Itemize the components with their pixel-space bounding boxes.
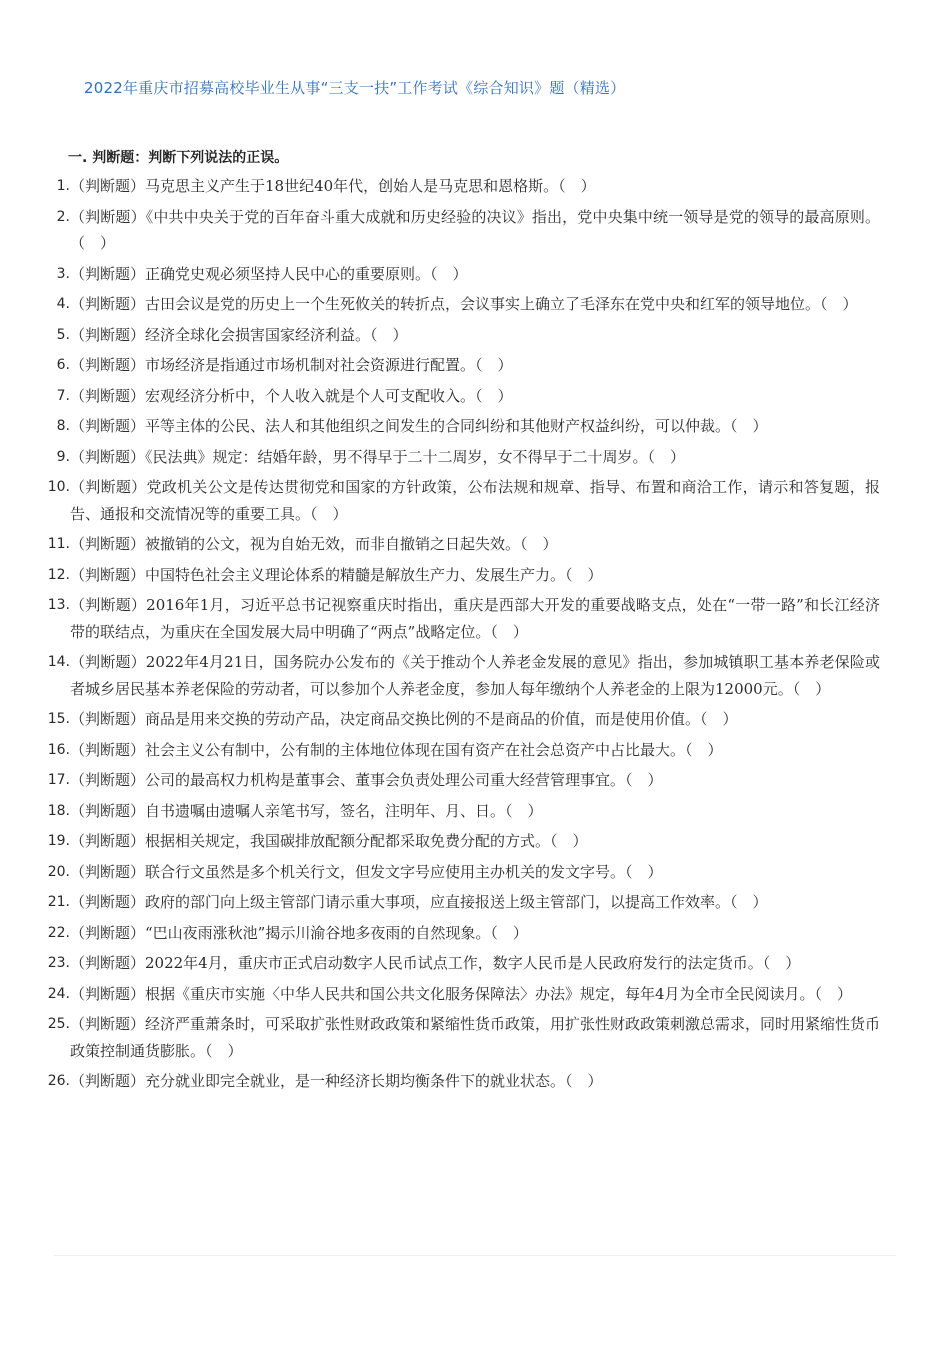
question-text: （判断题）2022年4月，重庆市正式启动数字人民币试点工作，数字人民币是人民政府发行的法定货币。（ ） [70,954,801,972]
question-text: （判断题）2022年4月21日，国务院办公发布的《关于推动个人养老金发展的意见》指出，参加城镇职工基本养老保险或者城乡居民基本养老保险的劳动者，可以参加个人养老金度，参加人每年缴纳个人养老金的上限为12000元。（ ） [70,653,880,698]
question-number: 2. [56,208,70,225]
question-item [40,798,880,825]
question-text: （判断题）正确党史观必须坚持人民中心的重要原则。（ ） [70,264,468,283]
question-number: 22. [47,924,70,941]
question-item [40,352,880,379]
question-number: 5. [56,326,70,343]
question-number: 24. [47,985,70,1002]
question-number: 12. [47,566,70,583]
question-item [40,322,880,349]
question-item [40,413,880,440]
question-text: （判断题）《中共中央关于党的百年奋斗重大成就和历史经验的决议》指出，党中央集中统一领导是党的领导的最高原则。（ ） [70,207,880,252]
question-item [40,737,880,764]
question-text: （判断题）社会主义公有制中，公有制的主体地位体现在国有资产在社会总资产中占比最大。（ ） [70,740,723,759]
question-number: 11. [47,536,70,552]
question-text: （判断题）马克思主义产生于18世纪40年代，创始人是马克思和恩格斯。（ ） [70,177,596,195]
question-number: 17. [47,772,70,788]
question-number: 15. [47,711,70,727]
question-number: 1. [56,178,70,194]
question-item [40,649,880,702]
question-number: 8. [56,418,70,434]
question-item [40,767,880,794]
document-title: 2022年重庆市招募高校毕业生从事“三支一扶”工作考试《综合知识》题（精选） [84,79,626,97]
question-text: （判断题）联合行文虽然是多个机关行文，但发文字号应使用主办机关的发文字号。（ ） [70,862,663,881]
question-text: （判断题）根据相关规定，我国碳排放配额分配都采取免费分配的方式。（ ） [70,832,588,850]
question-number: 19. [47,833,70,849]
question-text: （判断题）古田会议是党的历史上一个生死攸关的转折点，会议事实上确立了毛泽东在党中央和红军的领导地位。（ ） [70,295,858,313]
question-text: （判断题）商品是用来交换的劳动产品，决定商品交换比例的不是商品的价值，而是使用价值。（ ） [70,710,738,728]
question-text: （判断题）经济全球化会损害国家经济利益。（ ） [70,325,408,344]
question-number: 23. [47,955,70,971]
question-list [40,173,880,1099]
question-number: 13. [47,597,70,613]
question-item [40,383,880,410]
question-item [40,592,880,645]
question-item [40,950,880,977]
question-text: （判断题）中国特色社会主义理论体系的精髓是解放生产力、发展生产力。（ ） [70,565,603,584]
question-item [40,261,880,288]
question-text: （判断题）2016年1月，习近平总书记视察重庆时指出，重庆是西部大开发的重要战略支点，处在“一带一路”和长江经济带的联结点，为重庆在全国发展大局中明确了“两点”战略定位。（ ） [70,596,880,641]
question-text: （判断题）政府的部门向上级主管部门请示重大事项，应直接报送上级主管部门，以提高工作效率。（ ） [70,893,768,911]
question-number: 20. [47,863,70,880]
question-item [40,1011,880,1064]
question-number: 4. [56,296,70,312]
question-item [40,531,880,558]
section-heading: 一. 判断题：判断下列说法的正误。 [68,150,289,166]
question-item [40,828,880,855]
question-number: 21. [47,894,70,910]
question-text: （判断题）市场经济是指通过市场机制对社会资源进行配置。（ ） [70,356,513,374]
question-item [40,859,880,886]
question-number: 14. [47,654,70,670]
question-text: （判断题）平等主体的公民、法人和其他组织之间发生的合同纠纷和其他财产权益纠纷，可以仲裁。（ ） [70,417,768,435]
question-item [40,706,880,733]
question-text: （判断题）公司的最高权力机构是董事会、董事会负责处理公司重大经营管理事宜。（ ） [70,771,663,789]
question-text: （判断题）“巴山夜雨涨秋池”揭示川渝谷地多夜雨的自然现象。（ ） [70,923,528,942]
question-item [40,562,880,589]
question-item [40,920,880,947]
question-item [40,474,880,527]
question-number: 25. [47,1016,70,1032]
question-number: 3. [56,265,70,282]
question-text: （判断题）根据《重庆市实施〈中华人民共和国公共文化服务保障法〉办法》规定，每年4月为全市全民阅读月。（ ） [70,984,853,1003]
question-text: （判断题）充分就业即完全就业，是一种经济长期均衡条件下的就业状态。（ ） [70,1072,603,1090]
question-item [40,889,880,916]
question-text: （判断题）党政机关公文是传达贯彻党和国家的方针政策，公布法规和规章、指导、布置和商洽工作，请示和答复题，报告、通报和交流情况等的重要工具。（ ） [70,478,880,523]
question-number: 9. [56,448,70,465]
question-number: 26. [47,1073,70,1089]
question-text: （判断题）宏观经济分析中，个人收入就是个人可支配收入。（ ） [70,386,513,405]
question-number: 10. [47,479,70,495]
question-number: 16. [47,741,70,758]
question-text: （判断题）《民法典》规定：结婚年龄，男不得早于二十二周岁，女不得早于二十周岁。（ ） [70,447,686,466]
question-item [40,444,880,471]
question-number: 7. [56,387,70,404]
question-text: （判断题）被撤销的公文，视为自始无效，而非自撤销之日起失效。（ ） [70,535,558,553]
question-item [40,173,880,200]
question-text: （判断题）自书遗嘱由遗嘱人亲笔书写，签名，注明年、月、日。（ ） [70,801,543,820]
question-item [40,1068,880,1095]
question-number: 6. [56,357,70,373]
question-item [40,981,880,1008]
question-item [40,204,880,257]
question-item [40,291,880,318]
question-text: （判断题）经济严重萧条时，可采取扩张性财政政策和紧缩性货币政策，用扩张性财政政策刺激总需求，同时用紧缩性货币政策控制通货膨胀。（ ） [70,1015,881,1060]
page-divider [54,1255,896,1256]
question-number: 18. [47,802,70,819]
